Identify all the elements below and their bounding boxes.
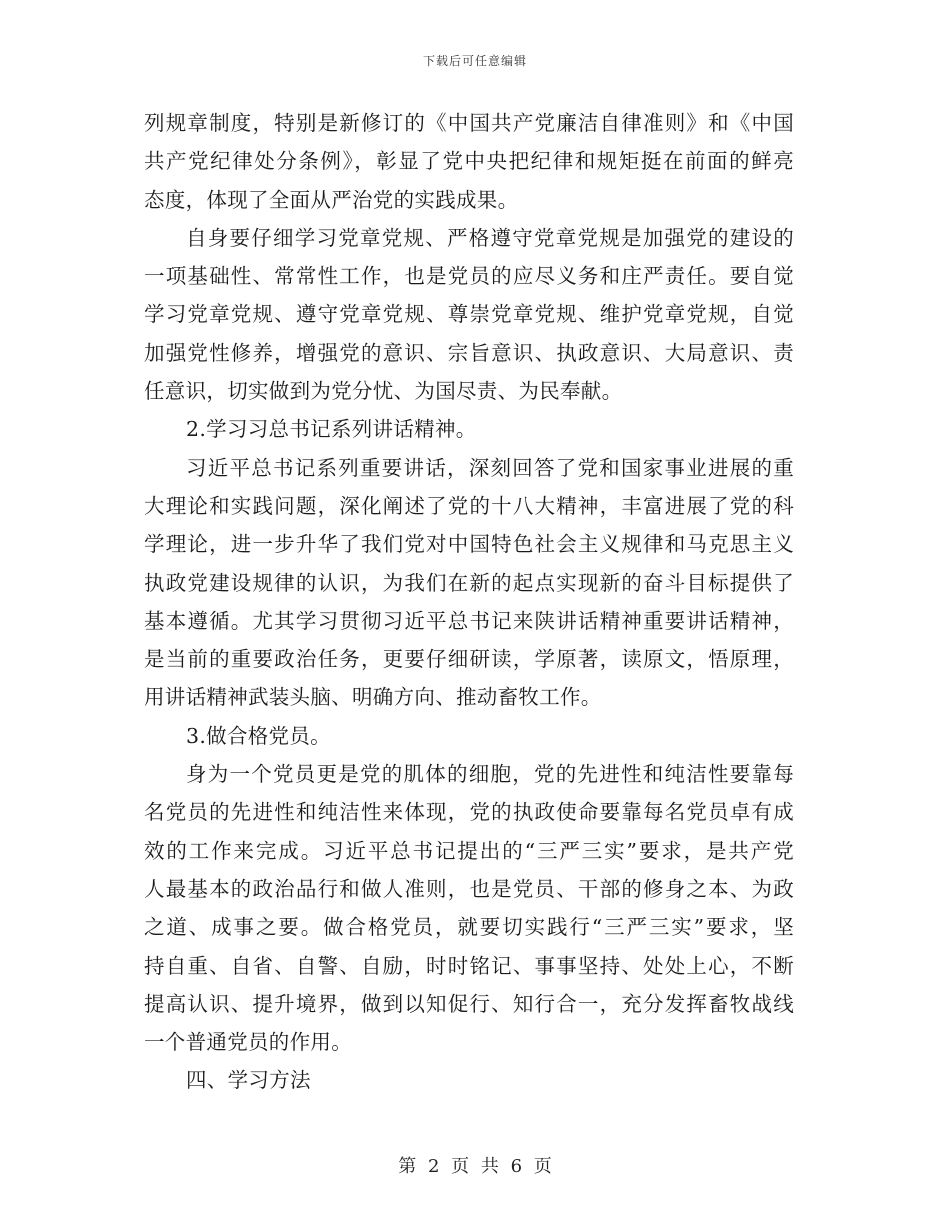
- text-line: 四、学习方法: [186, 1068, 311, 1093]
- page-header-note: 下载后可任意编辑: [422, 54, 527, 68]
- text-line: 基本遵循。尤其学习贯彻习近平总书记来陕讲话精神重要讲话精神，: [144, 608, 794, 633]
- text-line: 习近平总书记系列重要讲话，深刻回答了党和国家事业进展的重: [186, 455, 794, 480]
- text-line: 态度，体现了全面从严治党的实践成果。: [144, 187, 519, 212]
- text-line: 学习党章党规、遵守党章党规、尊崇党章党规、维护党章党规，自觉: [144, 302, 794, 327]
- text-line: 之道、成事之要。做合格党员，就要切实践行“三严三实”要求，坚: [144, 915, 794, 940]
- text-line: 用讲话精神武装头脑、明确方向、推动畜牧工作。: [144, 685, 602, 710]
- text-line: 加强党性修养，增强党的意识、宗旨意识、执政意识、大局意识、责: [144, 340, 794, 365]
- document-body: [144, 104, 794, 1100]
- text-line: 提高认识、提升境界，做到以知促行、知行合一，充分发挥畜牧战线: [144, 991, 794, 1016]
- text-line: 大理论和实践问题，深化阐述了党的十八大精神，丰富进展了党的科: [144, 493, 794, 518]
- text-line: 一项基础性、常常性工作，也是党员的应尽义务和庄严责任。要自觉: [144, 264, 794, 289]
- text-line: 3.做合格党员。: [186, 723, 331, 748]
- text-line: 自身要仔细学习党章党规、严格遵守党章党规是加强党的建设的: [186, 225, 794, 250]
- text-line: 名党员的先进性和纯洁性来体现，党的执政使命要靠每名党员卓有成: [144, 800, 794, 825]
- text-line: 列规章制度，特别是新修订的《中国共产党廉洁自律准则》和《中国: [144, 111, 794, 135]
- text-line: 一个普通党员的作用。: [144, 1030, 352, 1055]
- page-number: 第 2 页 共 6 页: [398, 1156, 552, 1177]
- text-line: 任意识，切实做到为党分忧、为国尽责、为民奉献。: [144, 379, 623, 404]
- text-line: 人最基本的政治品行和做人准则，也是党员、干部的修身之本、为政: [144, 876, 794, 901]
- text-line: 共产党纪律处分条例》，彰显了党中央把纪律和规矩挺在前面的鲜亮: [144, 149, 794, 174]
- text-line: 学理论，进一步升华了我们党对中国特色社会主义规律和马克思主义: [144, 532, 794, 557]
- text-line: 身为一个党员更是党的肌体的细胞，党的先进性和纯洁性要靠每: [186, 762, 794, 787]
- text-line: 2.学习习总书记系列讲话精神。: [186, 417, 477, 442]
- text-line: 是当前的重要政治任务，更要仔细研读，学原著，读原文，悟原理，: [144, 647, 794, 672]
- text-line: 执政党建设规律的认识，为我们在新的起点实现新的奋斗目标提供了: [144, 570, 794, 595]
- text-line: 持自重、自省、自警、自励，时时铭记、事事坚持、处处上心，不断: [144, 953, 794, 978]
- text-line: 效的工作来完成。习近平总书记提出的“三严三实”要求，是共产党: [144, 838, 794, 863]
